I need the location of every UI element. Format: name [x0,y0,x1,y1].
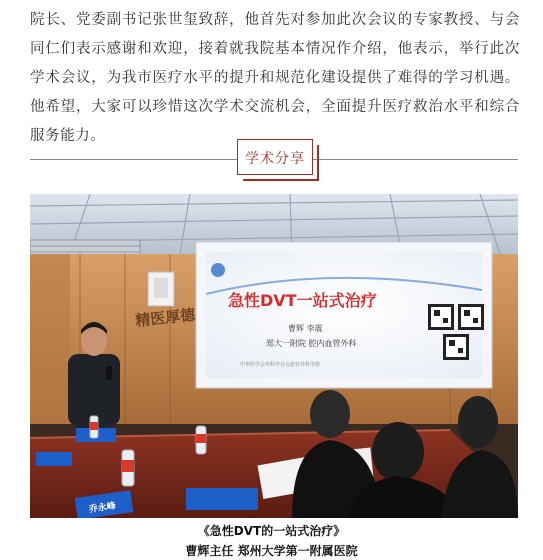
section-divider [30,137,518,185]
lecture-photo [30,194,518,518]
slide-title: 急性DVT一站式治疗 [228,291,377,310]
section-heading: 学术分享 [245,151,305,167]
photo-caption-speaker: 曹辉主任 郑州大学第一附属医院 [185,544,358,558]
nameplate-label: 乔永峰 [88,501,117,516]
nameplate [36,452,72,466]
nameplate [186,488,258,510]
slide-department: 郑大一附院 腔内血管外科 [266,339,357,348]
slide-names: 曹辉 李震 [288,324,323,333]
wall-speaker-grille [154,278,168,298]
article-paragraph: 院长、党委副书记张世玺致辞，他首先对参加此次会议的专家教授、与会同仁们表示感谢和欢迎，接着就我院基本情况作介绍，他表示，举行此次学术会议，为我市医疗水平的提升和规范化建设提供了难得的学习机遇。他希望，大家可以珍惜这次学术交流机会，全面提升医疗救治水平和综合服务能力。 [30,12,520,144]
lecture-photo-illustration [30,194,518,518]
slide-footer: 中华医学会外科学分会血管外科学组 [240,362,321,368]
section-heading-box [237,139,313,175]
wall-calligraphy: 精医厚德 [134,305,197,330]
slide-logo [211,263,225,277]
photo-caption-title: 《急性DVT的一站式治疗》 [197,524,346,538]
